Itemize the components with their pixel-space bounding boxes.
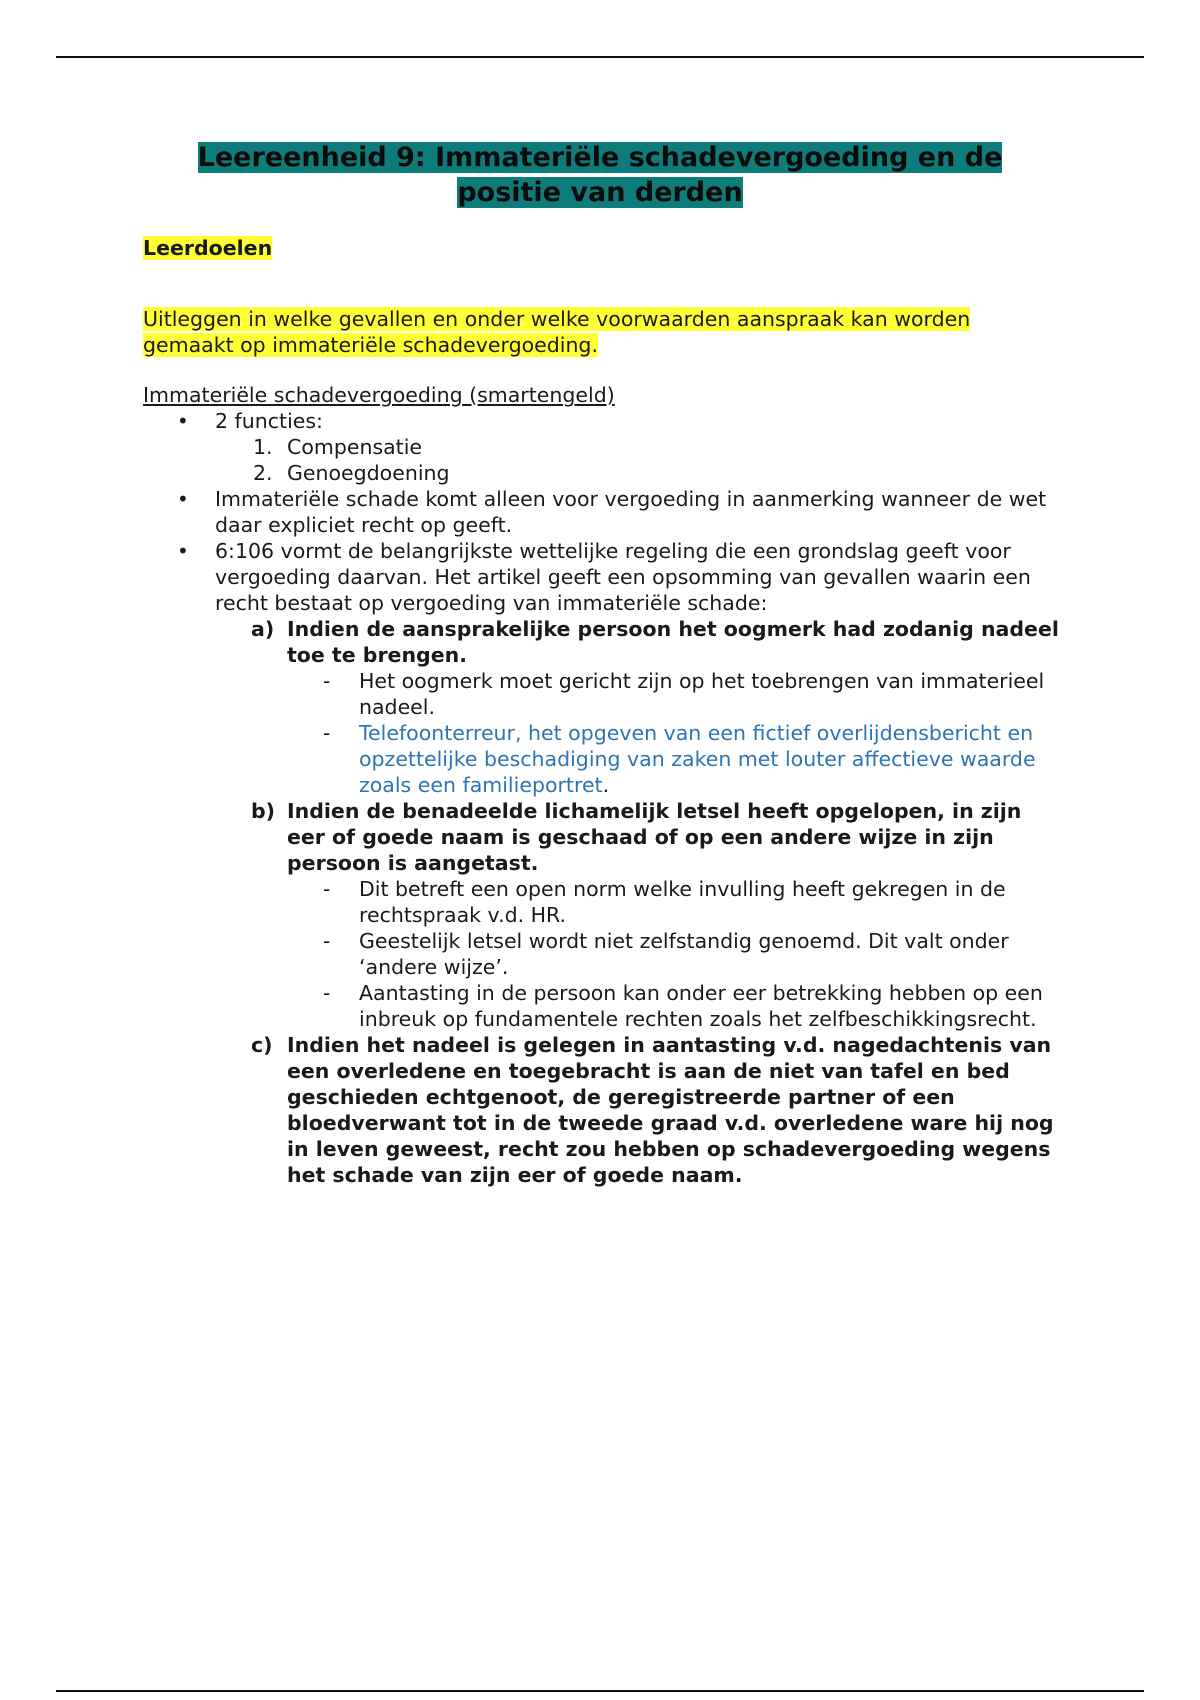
list-item-text: Compensatie xyxy=(287,435,423,459)
main-list xyxy=(143,408,1063,1188)
list-item-text: 2 functies: xyxy=(215,409,323,433)
list-item xyxy=(143,538,1063,1188)
case-item-c xyxy=(215,1032,1063,1188)
sub-item-text: Het oogmerk moet gericht zijn op het toebrengen van immaterieel nadeel. xyxy=(359,669,1045,719)
goals-heading-text: Leerdoelen xyxy=(143,236,273,260)
case-label: b) xyxy=(251,799,276,823)
case-heading: Indien de benadeelde lichamelijk letsel heeft opgelopen, in zijn eer of goede naam is geschaad of op een andere wijze in zijn persoon is aangetast. xyxy=(287,799,1022,875)
sub-item xyxy=(287,876,1063,928)
case-item-b xyxy=(215,798,1063,1032)
sub-item xyxy=(287,668,1063,720)
case-label: c) xyxy=(251,1033,273,1057)
list-item xyxy=(215,434,1063,460)
case-heading: Indien het nadeel is gelegen in aantasting v.d. nagedachtenis van een overledene en toegebracht is aan de niet van tafel en bed geschieden echtgenoot, de geregistreerde partner of een bloedverwant tot in de tweede graad v.d. overledene ware hij nog in leven geweest, recht zou hebben op schadevergoeding wegens het schade van zijn eer of goede naam. xyxy=(287,1033,1054,1187)
goals-heading xyxy=(143,235,1063,261)
dash-icon: - xyxy=(323,981,331,1005)
list-item-text: Immateriële schade komt alleen voor vergoeding in aanmerking wanneer de wet daar expliciet recht op geeft. xyxy=(215,487,1047,537)
sub-item xyxy=(287,980,1063,1032)
list-number: 1. xyxy=(253,435,273,459)
list-item xyxy=(215,460,1063,486)
list-item-text: Genoegdoening xyxy=(287,461,450,485)
section-title: Immateriële schadevergoeding (smartengeld) xyxy=(143,383,615,407)
sub-item-text: Aantasting in de persoon kan onder eer betrekking hebben op een inbreuk op fundamentele rechten zoals het zelfbeschikkingsrecht. xyxy=(359,981,1043,1031)
sub-item xyxy=(287,928,1063,980)
sub-item xyxy=(287,720,1063,798)
page-title-line-1: Leereenheid 9: Immateriële schadevergoeding en de xyxy=(197,142,1003,173)
case-label: a) xyxy=(251,617,275,641)
sub-item-text: Dit betreft een open norm welke invulling heeft gekregen in de rechtspraak v.d. HR. xyxy=(359,877,1006,927)
dash-icon: - xyxy=(323,929,331,953)
case-item-a xyxy=(215,616,1063,798)
cases-list xyxy=(215,616,1063,1188)
dash-icon: - xyxy=(323,877,331,901)
example-text: Telefoonterreur, het opgeven van een fictief overlijdensbericht en opzettelijke beschadiging van zaken met louter affectieve waarde zoals een familieportret xyxy=(359,721,1036,797)
list-item xyxy=(143,486,1063,538)
case-heading: Indien de aansprakelijke persoon het oogmerk had zodanig nadeel toe te brengen. xyxy=(287,617,1059,667)
dash-icon: - xyxy=(323,721,331,745)
list-number: 2. xyxy=(253,461,273,485)
list-item xyxy=(143,408,1063,486)
bullet-icon: • xyxy=(177,487,189,511)
header-rule xyxy=(56,56,1144,58)
bullet-icon: • xyxy=(177,539,189,563)
list-item-text: 6:106 vormt de belangrijkste wettelijke regeling die een grondslag geeft voor vergoeding daarvan. Het artikel geeft een opsomming van gevallen waarin een recht bestaat op vergoeding van immateriële schade: xyxy=(215,539,1031,615)
footer-rule xyxy=(56,1690,1144,1692)
functions-list xyxy=(215,434,1063,486)
dash-icon: - xyxy=(323,669,331,693)
goals-text xyxy=(143,306,1063,358)
goals-text-highlight: Uitleggen in welke gevallen en onder welke voorwaarden aanspraak kan worden gemaakt op immateriële schadevergoeding. xyxy=(143,307,971,357)
sub-item-text: Geestelijk letsel wordt niet zelfstandig genoemd. Dit valt onder ‘andere wijze’. xyxy=(359,929,1009,979)
example-period: . xyxy=(602,773,610,797)
page-title xyxy=(120,140,1080,210)
bullet-icon: • xyxy=(177,409,189,433)
page-title-line-2: positie van derden xyxy=(457,177,743,208)
